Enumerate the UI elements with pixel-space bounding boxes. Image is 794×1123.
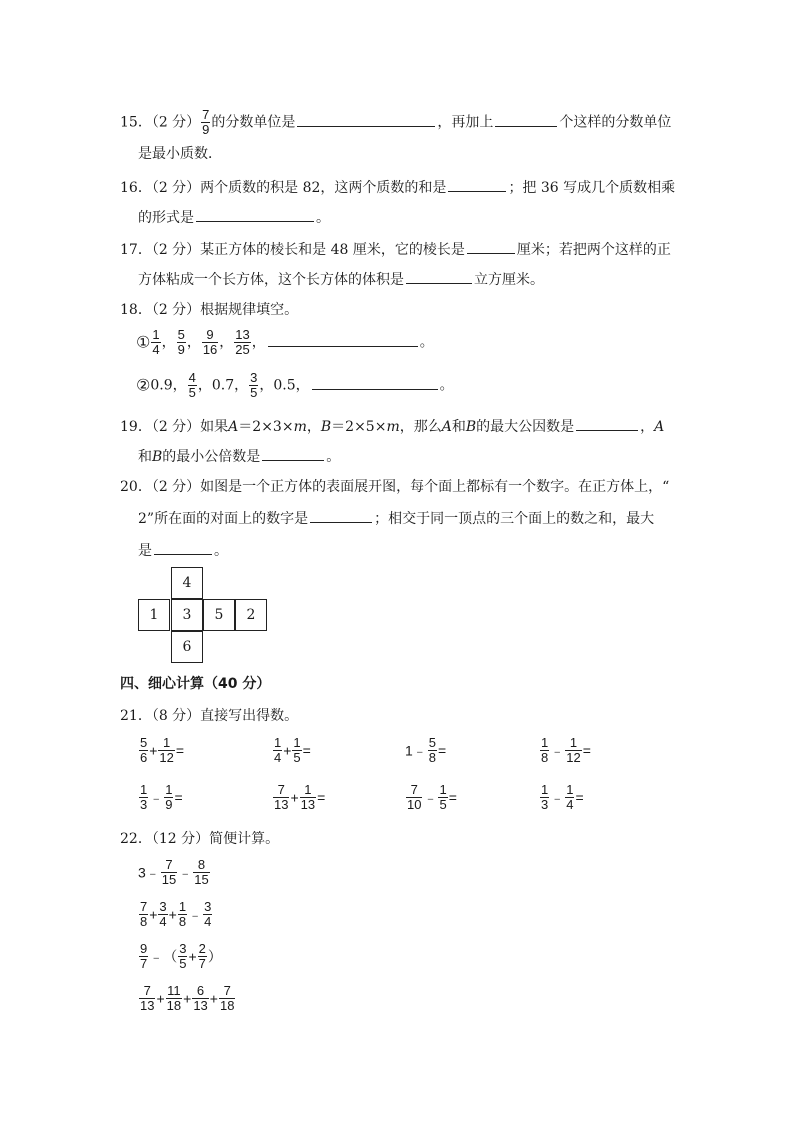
q18-row2: ②0.9， $\frac{4}{5}$ ，0.7， $\frac{3}{5}$ ，0.5， 。 <box>136 370 454 400</box>
q22-line1: 22．（12 分）简便计算。 <box>120 831 280 847</box>
q21-expr-8: $\frac{1}{3}$ ﹣ $\frac{1}{4}$ = <box>541 782 584 812</box>
q19-number: 19．（2 分） <box>120 419 201 435</box>
q17-answer-blank-1[interactable] <box>467 239 515 254</box>
q15-answer-blank-1[interactable] <box>297 112 435 127</box>
net-face-bottom: 6 <box>171 631 203 663</box>
q19-answer-blank-1[interactable] <box>576 416 638 431</box>
q16-line1: 16．（2 分）两个质数的积是 82，这两个质数的和是 ；把 36 写成几个质数相乘 <box>120 177 675 197</box>
q15-line1: 15．（2 分） $\frac{7}{9}$ 的分数单位是 ，再加上 个这样的分数单位 <box>120 107 672 137</box>
q18-row1-answer-blank[interactable] <box>268 332 418 347</box>
q19-line1: 19．（2 分）如果A＝2×3×m，B＝2×5×m，那么A和B的最大公因数是 ，A <box>120 416 664 436</box>
q18-row1-mark: ① <box>136 332 151 352</box>
net-face-right-2: 2 <box>235 599 267 631</box>
q15-line2: 是最小质数． <box>138 146 222 162</box>
q22-expr-4: $\frac{7}{13}$ + $\frac{11}{18}$ + $\frac{6}{13}$ + $\frac{7}{18}$ <box>140 983 235 1013</box>
q18-row1: ① $\frac{1}{4}$ ， $\frac{5}{9}$ ， $\frac{9}{16}$ ， $\frac{13}{25}$ ， 。 <box>136 327 434 357</box>
q16-answer-blank-1[interactable] <box>448 177 506 192</box>
q16-answer-blank-2[interactable] <box>196 207 314 222</box>
q17-line2: 方体粘成一个长方体，这个长方体的体积是 立方厘米。 <box>138 269 544 289</box>
q21-expr-2: $\frac{1}{4}$ + $\frac{1}{5}$ = <box>274 735 311 765</box>
q15-answer-blank-2[interactable] <box>495 112 557 127</box>
net-face-left: 1 <box>138 599 170 631</box>
q19-answer-blank-2[interactable] <box>262 446 324 461</box>
q21-expr-6: $\frac{7}{13}$ + $\frac{1}{13}$ = <box>274 782 326 812</box>
q21-expr-5: $\frac{1}{3}$ ﹣ $\frac{1}{9}$ = <box>140 782 183 812</box>
q20-answer-blank-1[interactable] <box>310 508 372 523</box>
q21-expr-1: $\frac{5}{6}$ + $\frac{1}{12}$ = <box>140 735 185 765</box>
q20-number: 20．（2 分） <box>120 479 201 495</box>
q18-number: 18．（2 分） <box>120 302 201 318</box>
q21-line1: 21．（8 分）直接写出得数。 <box>120 708 299 724</box>
q19-line2: 和B的最小公倍数是 。 <box>138 446 340 466</box>
q21-number: 21．（8 分） <box>120 708 201 724</box>
q20-answer-blank-2[interactable] <box>154 540 212 555</box>
net-face-right-1: 5 <box>203 599 235 631</box>
q22-expr-2: $\frac{7}{8}$ + $\frac{3}{4}$ + $\frac{1}{8}$ ﹣ $\frac{3}{4}$ <box>140 899 212 929</box>
q18-line1: 18．（2 分）根据规律填空。 <box>120 302 299 318</box>
q15-fraction: $\frac{7}{9}$ <box>202 107 210 137</box>
q21-expr-3: 1﹣ $\frac{5}{8}$ = <box>405 735 447 765</box>
q20-line1: 20．（2 分）如图是一个正方体的表面展开图，每个面上都标有一个数字。在正方体上，“ <box>120 479 670 495</box>
q20-line3: 是 。 <box>138 540 228 560</box>
q21-expr-7: $\frac{7}{10}$ ﹣ $\frac{1}{5}$ = <box>407 782 457 812</box>
q22-number: 22．（12 分） <box>120 831 210 847</box>
q21-expr-4: $\frac{1}{8}$ ﹣ $\frac{1}{12}$ = <box>541 735 591 765</box>
q16-line2: 的形式是 。 <box>138 207 330 227</box>
q15-number: 15．（2 分） <box>120 114 201 131</box>
net-face-top: 4 <box>171 567 203 599</box>
q22-expr-1: 3﹣ $\frac{7}{15}$ ﹣ $\frac{8}{15}$ <box>138 857 209 887</box>
net-face-center: 3 <box>171 599 203 631</box>
q16-number: 16．（2 分） <box>120 180 201 196</box>
q20-line2: 2”所在面的对面上的数字是 ；相交于同一顶点的三个面上的数之和，最大 <box>138 508 654 528</box>
q17-line1: 17．（2 分）某正方体的棱长和是 48 厘米，它的棱长是 厘米；若把两个这样的正 <box>120 239 671 259</box>
q17-answer-blank-2[interactable] <box>406 269 472 284</box>
q18-row2-mark: ② <box>136 375 151 395</box>
q18-row2-answer-blank[interactable] <box>312 375 438 390</box>
q22-expr-3: $\frac{9}{7}$ ﹣（ $\frac{3}{5}$ + $\frac{2}{7}$ ） <box>140 941 222 971</box>
q17-number: 17．（2 分） <box>120 242 201 258</box>
section-heading: 四、细心计算（40 分） <box>120 676 271 692</box>
